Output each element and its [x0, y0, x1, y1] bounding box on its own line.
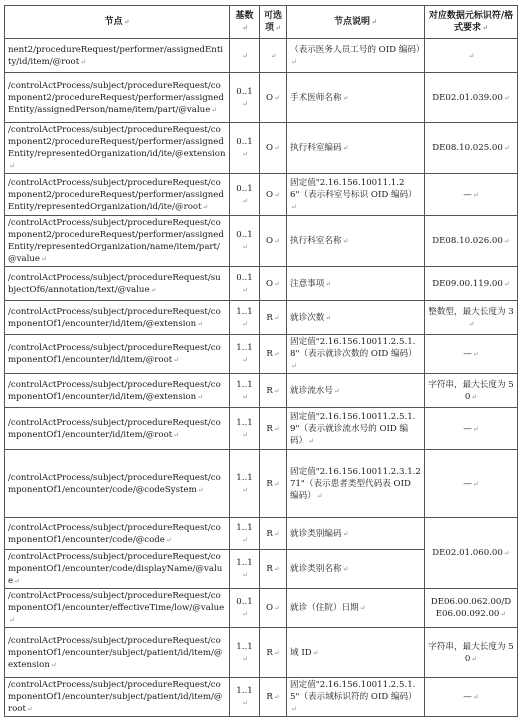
paragraph-mark-icon: ↵ [211, 105, 218, 114]
paragraph-mark-icon: ↵ [242, 150, 248, 158]
standard-cell [425, 678, 518, 717]
node-cell [5, 628, 230, 678]
node-cell [5, 518, 230, 550]
paragraph-mark-icon: ↵ [274, 604, 280, 612]
header-desc: 节点说明↵ [287, 6, 425, 39]
paragraph-mark-icon: ↵ [274, 237, 280, 245]
paragraph-mark-icon: ↵ [14, 577, 20, 585]
paragraph-mark-icon: ↵ [273, 693, 280, 701]
description-cell-text: （表示医务人员工号的 OID 编码） [290, 44, 425, 55]
paragraph-mark-icon: ↵ [333, 386, 340, 395]
cardinality-cell-text: 1..1 [236, 522, 253, 533]
node-cell-text: /controlActProcess/subject/procedureRequest/component2/procedureRequest/performer/assignedEntity/assignedPerson/name/item/part/@value [8, 80, 224, 115]
table-row [5, 518, 518, 550]
optional-cell [260, 518, 287, 550]
paragraph-mark-icon: ↵ [342, 565, 349, 573]
cardinality-cell-text: 1..1 [236, 417, 253, 428]
paragraph-mark-icon: ↵ [503, 237, 510, 245]
node-cell [5, 450, 230, 518]
paragraph-mark-icon: ↵ [325, 313, 332, 322]
standard-cell [425, 216, 518, 267]
optional-cell [260, 374, 287, 408]
cardinality-cell [230, 301, 260, 335]
description-cell-text: 就诊类别编码 [290, 528, 342, 539]
standard-cell-text: DE08.10.025.00 [432, 143, 503, 153]
cardinality-cell [230, 589, 260, 628]
description-cell-text: 就诊类别名称 [290, 564, 342, 574]
paragraph-mark-icon: ↵ [197, 319, 204, 328]
paragraph-mark-icon: ↵ [468, 319, 475, 328]
optional-cell [260, 589, 287, 628]
standard-cell-text: — [463, 692, 472, 702]
standard-cell-text: DE02.01.039.00 [432, 92, 503, 103]
paragraph-mark-icon: ↵ [165, 535, 172, 544]
optional-cell-text: R [266, 423, 273, 434]
standard-cell [425, 73, 518, 123]
paragraph-mark-icon: ↵ [325, 279, 332, 288]
table-row [5, 301, 518, 335]
standard-cell [425, 174, 518, 216]
standard-cell-text: 字符串，最大长度为 50 [428, 379, 514, 402]
paragraph-mark-icon: ↵ [242, 654, 248, 663]
standard-cell-text: 字符串，最大长度为 50 [428, 641, 514, 664]
paragraph-mark-icon: ↵ [273, 648, 280, 657]
node-cell [5, 73, 230, 123]
node-cell-text: /controlActProcess/subject/procedureRequest/componentOf1/encounter/code/@code [8, 522, 221, 545]
description-cell [287, 450, 425, 518]
cardinality-cell-text: 1..1 [236, 558, 253, 568]
paragraph-mark-icon: ↵ [242, 485, 248, 494]
optional-cell [260, 73, 287, 123]
standard-cell-text: — [463, 478, 472, 489]
description-cell-text: 手术医师名称 [290, 92, 342, 103]
paragraph-mark-icon: ↵ [342, 237, 349, 245]
header-node-label: 节点 [104, 17, 123, 27]
optional-cell [260, 678, 287, 717]
cardinality-cell-text: 0..1 [236, 272, 253, 283]
table-row [5, 450, 518, 518]
optional-cell [260, 123, 287, 174]
paragraph-mark-icon: ↵ [273, 479, 280, 488]
paragraph-mark-icon: ↵ [359, 604, 366, 612]
node-cell-text: /controlActProcess/subject/procedureRequest/componentOf1/encounter/code/displayName/@value [8, 552, 223, 586]
paragraph-mark-icon: ↵ [503, 279, 510, 288]
cardinality-cell [230, 550, 260, 589]
standard-cell-text: DE06.00.062.00/DE06.00.092.00 [430, 597, 512, 619]
paragraph-mark-icon: ↵ [291, 57, 297, 66]
standard-cell-text: DE02.01.060.00 [432, 548, 503, 558]
standard-cell [425, 39, 518, 73]
paragraph-mark-icon: ↵ [316, 491, 323, 500]
description-cell-text: 域 ID [290, 647, 312, 658]
node-cell-text: nent2/procedureRequest/performer/assignedEntity/id/item/@root [8, 44, 224, 67]
description-cell [287, 628, 425, 678]
paragraph-mark-icon: ↵ [242, 392, 248, 401]
standard-cell-text: — [463, 349, 472, 359]
optional-cell-text: R [266, 564, 273, 574]
paragraph-mark-icon: ↵ [291, 705, 297, 713]
cardinality-cell [230, 174, 260, 216]
header-opt: 可选项↵ [260, 6, 287, 39]
optional-cell [260, 408, 287, 450]
paragraph-mark-icon: ↵ [173, 430, 180, 439]
table-row [5, 123, 518, 174]
paragraph-mark-icon: ↵ [342, 93, 349, 102]
header-desc-label: 节点说明 [334, 17, 371, 27]
description-cell [287, 374, 425, 408]
table-row [5, 678, 518, 717]
cardinality-cell-text: 0..1 [236, 137, 253, 147]
description-cell-text: 就诊流水号 [290, 385, 333, 396]
paragraph-mark-icon: ↵ [274, 279, 280, 288]
standard-cell [425, 123, 518, 174]
paragraph-mark-icon: ↵ [197, 392, 204, 401]
description-cell-text: 固定值"2.16.156.10011.2.5.1.5"（表示域标识符的 OID 编码） [290, 680, 417, 702]
paragraph-mark-icon: ↵ [242, 243, 248, 251]
cardinality-cell-text: 0..1 [236, 183, 253, 194]
paragraph-mark-icon: ↵ [80, 57, 87, 66]
cardinality-cell [230, 267, 260, 301]
paragraph-mark-icon: ↵ [242, 51, 248, 60]
description-cell [287, 73, 425, 123]
description-cell-text: 固定值"2.16.156.10011.1.26"（表示科室号标识 OID 编码） [290, 177, 417, 200]
node-cell [5, 123, 230, 174]
paragraph-mark-icon: ↵ [9, 162, 15, 170]
table-header-row [5, 6, 518, 39]
table-row [5, 174, 518, 216]
standard-cell [425, 518, 518, 589]
description-cell [287, 589, 425, 628]
standard-cell [425, 335, 518, 374]
table-row [5, 73, 518, 123]
cardinality-cell-text: 1..1 [236, 343, 253, 353]
optional-cell-text: R [266, 478, 273, 489]
paragraph-mark-icon: ↵ [291, 362, 297, 370]
node-cell [5, 589, 230, 628]
paragraph-mark-icon: ↵ [173, 356, 180, 364]
paragraph-mark-icon: ↵ [273, 565, 280, 573]
paragraph-mark-icon: ↵ [273, 529, 280, 538]
node-cell-text: /controlActProcess/subject/procedureRequest/componentOf1/encounter/effectiveTime/low/@value [8, 591, 225, 613]
standard-cell-text: — [463, 189, 472, 200]
cardinality-cell [230, 518, 260, 550]
optional-cell-text: O [266, 236, 274, 246]
paragraph-mark-icon: ↵ [242, 356, 248, 364]
paragraph-mark-icon: ↵ [242, 196, 248, 205]
paragraph-mark-icon: ↵ [242, 699, 248, 707]
node-cell [5, 267, 230, 301]
cardinality-cell [230, 123, 260, 174]
cardinality-cell [230, 678, 260, 717]
node-cell-text: /controlActProcess/subject/procedureRequest/componentOf1/encounter/subject/patient/id/item/@root [8, 680, 223, 714]
standard-cell [425, 589, 518, 628]
paragraph-mark-icon: ↵ [472, 350, 479, 358]
paragraph-mark-icon: ↵ [26, 705, 33, 713]
paragraph-mark-icon: ↵ [472, 424, 479, 433]
cardinality-cell [230, 628, 260, 678]
paragraph-mark-icon: ↵ [503, 144, 510, 152]
node-cell-text: /controlActProcess/subject/procedureRequest/componentOf1/encounter/subject/patient/id/item/@extension [8, 635, 223, 670]
paragraph-mark-icon: ↵ [342, 529, 349, 538]
standard-cell-text: — [463, 423, 472, 434]
node-cell [5, 408, 230, 450]
paragraph-mark-icon: ↵ [242, 571, 248, 579]
paragraph-mark-icon: ↵ [342, 144, 349, 152]
cardinality-cell [230, 408, 260, 450]
cardinality-cell [230, 374, 260, 408]
optional-cell-text: R [266, 349, 273, 359]
node-cell-text: /controlActProcess/subject/procedureRequest/component2/procedureRequest/performer/assignedEntity/representedOrganization/name/item/part/@value [8, 218, 224, 264]
description-cell [287, 550, 425, 589]
description-cell-text: 固定值"2.16.156.10011.2.5.1.8"（表示就诊次数的 OID 编码） [290, 337, 417, 359]
paragraph-mark-icon: ↵ [471, 392, 478, 401]
standard-cell [425, 628, 518, 678]
node-cell-text: /controlActProcess/subject/procedureRequest/componentOf1/encounter/id/item/@root [8, 343, 221, 365]
description-cell [287, 174, 425, 216]
paragraph-mark-icon: ↵ [197, 485, 204, 494]
paragraph-mark-icon: ↵ [242, 99, 248, 108]
optional-cell-text: O [266, 143, 274, 153]
table-row [5, 39, 518, 73]
optional-cell-text: O [266, 189, 274, 200]
spec-table [4, 5, 518, 717]
cardinality-cell-text: 1..1 [236, 641, 253, 652]
paragraph-mark-icon: ↵ [50, 660, 57, 669]
paragraph-mark-icon: ↵ [274, 144, 280, 152]
description-cell-text: 固定值"2.16.156.10011.2.3.1.271"（表示患者类型代码表 OID 编码） [290, 466, 421, 501]
node-cell-text: /controlActProcess/subject/procedureRequest/componentOf1/encounter/id/item/@extension [8, 306, 221, 329]
cardinality-cell-text: 1..1 [236, 379, 253, 390]
paragraph-mark-icon: ↵ [270, 51, 277, 60]
paragraph-mark-icon: ↵ [471, 654, 478, 663]
standard-cell [425, 374, 518, 408]
paragraph-mark-icon: ↵ [472, 190, 479, 199]
node-cell [5, 301, 230, 335]
description-cell [287, 335, 425, 374]
description-cell [287, 301, 425, 335]
description-cell-text: 固定值"2.16.156.10011.2.5.1.9"（表示就诊流水号的 OID 编码） [290, 411, 416, 446]
node-cell-text: /controlActProcess/subject/procedureRequest/subjectOf6/annotation/text/@value [8, 272, 221, 295]
cardinality-cell [230, 450, 260, 518]
cardinality-cell [230, 335, 260, 374]
paragraph-mark-icon: ↵ [273, 386, 280, 395]
header-card-label: 基数 [235, 11, 254, 21]
cardinality-cell-text: 0..1 [236, 86, 253, 97]
paragraph-mark-icon: ↵ [9, 616, 15, 624]
cardinality-cell-text: 1..1 [236, 472, 253, 483]
optional-cell-text: O [266, 92, 274, 103]
optional-cell-text: R [266, 528, 273, 539]
optional-cell-text: R [266, 385, 273, 396]
paragraph-mark-icon: ↵ [202, 202, 209, 211]
description-cell [287, 518, 425, 550]
paragraph-mark-icon: ↵ [242, 610, 248, 618]
description-cell [287, 216, 425, 267]
optional-cell-text: O [266, 278, 274, 289]
standard-cell-text: DE08.10.026.00 [432, 236, 503, 246]
paragraph-mark-icon: ↵ [242, 285, 248, 294]
cardinality-cell [230, 39, 260, 73]
paragraph-mark-icon: ↵ [274, 190, 280, 199]
cardinality-cell [230, 216, 260, 267]
header-node: 节点↵ [5, 6, 230, 39]
table-row [5, 374, 518, 408]
node-cell [5, 39, 230, 73]
standard-cell [425, 408, 518, 450]
header-opt-label: 可选项 [263, 11, 282, 33]
header-card: 基数↵ [230, 6, 260, 39]
node-cell [5, 216, 230, 267]
description-cell [287, 678, 425, 717]
cardinality-cell-text: 1..1 [236, 686, 253, 696]
standard-cell-text: DE09.00.119.00 [432, 278, 503, 289]
paragraph-mark-icon: ↵ [468, 51, 475, 60]
optional-cell-text: R [266, 692, 273, 702]
standard-cell [425, 301, 518, 335]
node-cell-text: /controlActProcess/subject/procedureRequest/componentOf1/encounter/code/@codeSystem [8, 472, 221, 495]
node-cell [5, 678, 230, 717]
node-cell-text: /controlActProcess/subject/procedureRequest/componentOf1/encounter/id/item/@root [8, 417, 221, 440]
optional-cell-text: O [266, 603, 274, 613]
optional-cell [260, 174, 287, 216]
table-row [5, 216, 518, 267]
optional-cell [260, 301, 287, 335]
optional-cell [260, 267, 287, 301]
paragraph-mark-icon: ↵ [308, 436, 315, 445]
description-cell [287, 123, 425, 174]
paragraph-mark-icon: ↵ [472, 693, 479, 701]
paragraph-mark-icon: ↵ [500, 610, 507, 618]
header-std-label: 对应数据元标识符/格式要求 [428, 11, 514, 33]
paragraph-mark-icon: ↵ [472, 479, 479, 488]
paragraph-mark-icon: ↵ [312, 648, 319, 657]
node-cell-text: /controlActProcess/subject/procedureRequest/componentOf1/encounter/id/item/@extension [8, 379, 221, 402]
optional-cell [260, 450, 287, 518]
paragraph-mark-icon: ↵ [273, 313, 280, 322]
optional-cell-text: R [266, 312, 273, 323]
cardinality-cell-text: 0..1 [236, 230, 253, 240]
node-cell [5, 174, 230, 216]
description-cell-text: 执行科室名称 [290, 236, 342, 246]
header-std: 对应数据元标识符/格式要求↵ [425, 6, 518, 39]
description-cell-text: 注意事项 [290, 278, 325, 289]
description-cell [287, 39, 425, 73]
cardinality-cell-text: 1..1 [236, 306, 253, 317]
paragraph-mark-icon: ↵ [503, 549, 510, 557]
description-cell-text: 执行科室编码 [290, 143, 342, 153]
standard-cell-text: 整数型，最大长度为 3 [428, 306, 514, 317]
paragraph-mark-icon: ↵ [242, 319, 248, 328]
node-cell [5, 335, 230, 374]
node-cell [5, 550, 230, 589]
paragraph-mark-icon: ↵ [503, 93, 510, 102]
node-cell [5, 374, 230, 408]
standard-cell [425, 267, 518, 301]
paragraph-mark-icon: ↵ [242, 535, 248, 544]
paragraph-mark-icon: ↵ [273, 424, 280, 433]
cardinality-cell-text: 0..1 [236, 597, 253, 607]
paragraph-mark-icon: ↵ [273, 350, 280, 358]
description-cell-text: 就诊次数 [290, 312, 325, 323]
table-row [5, 408, 518, 450]
paragraph-mark-icon: ↵ [150, 285, 157, 294]
paragraph-mark-icon: ↵ [291, 202, 297, 211]
paragraph-mark-icon: ↵ [242, 430, 248, 439]
description-cell [287, 408, 425, 450]
table-row [5, 589, 518, 628]
table-row [5, 628, 518, 678]
paragraph-mark-icon: ↵ [274, 93, 280, 102]
optional-cell [260, 628, 287, 678]
paragraph-mark-icon: ↵ [40, 255, 47, 263]
cardinality-cell [230, 73, 260, 123]
optional-cell [260, 39, 287, 73]
node-cell-text: /controlActProcess/subject/procedureRequest/component2/procedureRequest/performer/assignedEntity/representedOrganization/id/ite/@extension [8, 125, 226, 159]
optional-cell [260, 216, 287, 267]
description-cell [287, 267, 425, 301]
description-cell-text: 就诊（住院）日期 [290, 603, 359, 613]
node-cell-text: /controlActProcess/subject/procedureRequest/component2/procedureRequest/performer/assignedEntity/representedOrganization/id/ite/@root [8, 177, 224, 212]
optional-cell-text: R [266, 647, 273, 658]
table-row [5, 267, 518, 301]
table-row [5, 335, 518, 374]
standard-cell [425, 450, 518, 518]
optional-cell [260, 335, 287, 374]
optional-cell [260, 550, 287, 589]
